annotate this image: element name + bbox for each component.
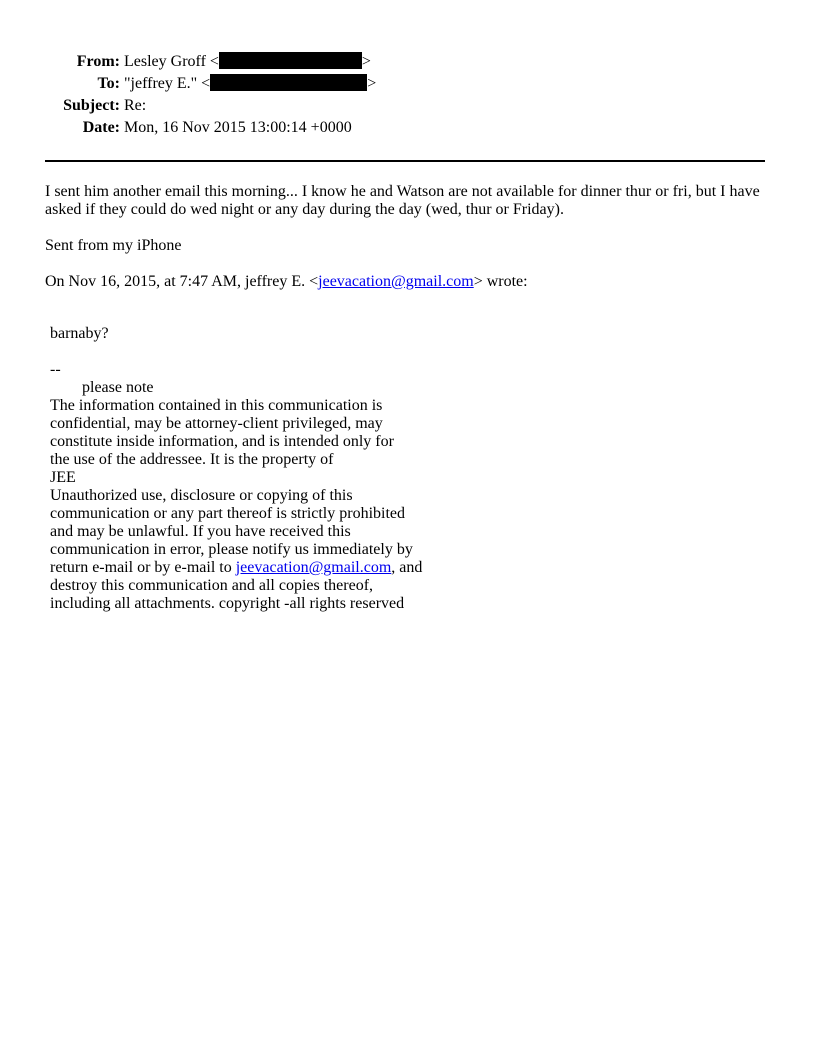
return-line-post: , and — [391, 559, 423, 576]
disclaimer-line: and may be unlawful. If you have received this — [50, 523, 351, 540]
redaction-block — [210, 74, 367, 91]
disclaimer-line: JEE — [50, 469, 76, 486]
subject-label: Subject: — [63, 97, 120, 114]
disclaimer-line: communication in error, please notify us immediately by — [50, 541, 413, 558]
from-label: From: — [76, 53, 120, 70]
from-value — [124, 52, 371, 72]
subject-label-row — [0, 96, 120, 116]
disclaimer-line: communication or any part thereof is strictly prohibited — [50, 505, 406, 522]
from-close: > — [361, 53, 371, 70]
from-name: Lesley Groff < — [124, 53, 219, 70]
quote-intro-post: > wrote: — [473, 273, 528, 290]
disclaimer-line: Unauthorized use, disclosure or copying of this — [50, 487, 353, 504]
to-label-row — [0, 74, 120, 94]
redaction-block — [219, 52, 362, 69]
disclaimer-line: constitute inside information, and is intended only for — [50, 433, 394, 450]
signature: Sent from my iPhone — [45, 237, 182, 254]
disclaimer-line: confidential, may be attorney-client privileged, may — [50, 415, 383, 432]
disclaimer-line: The information contained in this communication is — [50, 397, 383, 414]
date-label-row — [0, 118, 120, 138]
email-link[interactable]: jeevacation@gmail.com — [318, 273, 474, 290]
quote-intro — [45, 273, 770, 291]
quoted-note: please note — [82, 379, 154, 396]
quoted-separator: -- — [50, 361, 61, 378]
to-label: To: — [97, 75, 120, 92]
to-name: "jeffrey E." < — [124, 75, 211, 92]
email-link[interactable]: jeevacation@gmail.com — [235, 559, 392, 576]
to-close: > — [367, 75, 377, 92]
body-paragraph: I sent him another email this morning... I know he and Watson are not available for dinner thur or fri, but I have asked if they could do wed night or any day during the day (wed, thur or Friday). — [45, 183, 760, 218]
quoted-message: barnaby? — [50, 325, 109, 342]
disclaimer — [50, 397, 422, 613]
from-label-row — [0, 52, 120, 72]
quote-intro-pre: On Nov 16, 2015, at 7:47 AM, jeffrey E. < — [45, 273, 319, 290]
disclaimer-line: the use of the addressee. It is the property of — [50, 451, 334, 468]
date-label: Date: — [82, 119, 120, 136]
subject-value: Re: — [124, 97, 147, 114]
disclaimer-return-line — [50, 559, 422, 577]
return-line-pre: return e-mail or by e-mail to — [50, 559, 236, 576]
header-divider — [45, 160, 765, 162]
disclaimer-line: including all attachments. copyright -all rights reserved — [50, 595, 405, 612]
to-value — [124, 74, 376, 94]
disclaimer-line: destroy this communication and all copies thereof, — [50, 577, 374, 594]
date-value: Mon, 16 Nov 2015 13:00:14 +0000 — [124, 119, 352, 136]
